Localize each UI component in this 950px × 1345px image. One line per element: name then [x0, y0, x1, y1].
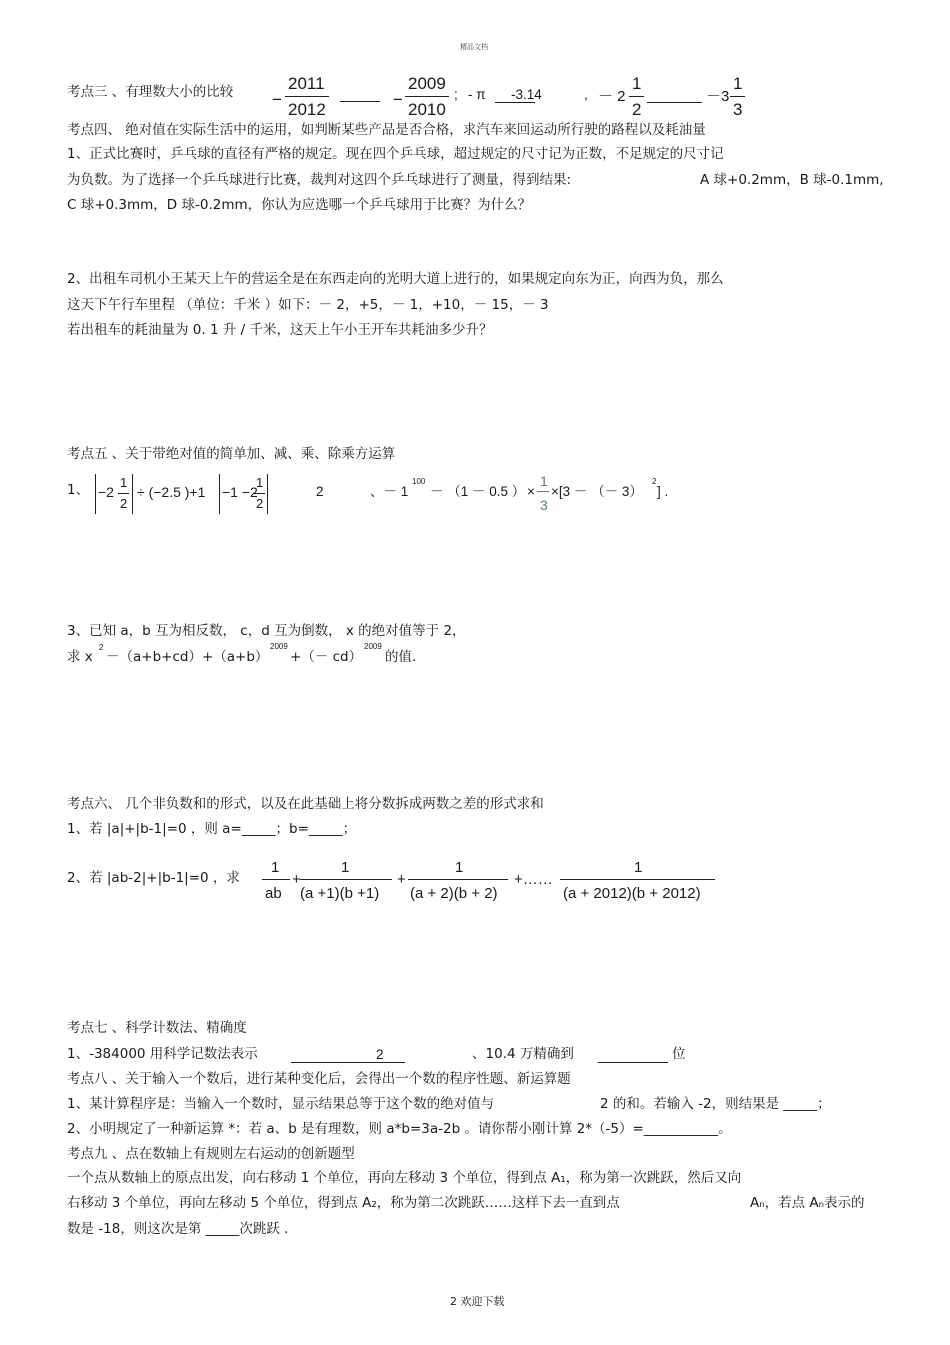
sum-term3-num: 1 — [455, 859, 464, 876]
s5-q3-line2-b: －（a+b+cd）+（a+b） — [106, 649, 269, 665]
sum-term2-den: (a +1)(b +1) — [300, 885, 380, 902]
expr2-exponent-2: 2 — [652, 477, 657, 486]
s9-line2-a: 右移动 3 个单位，再向左移动 5 个单位，得到点 A₂，称为第二次跳跃……这样下去一直到点 — [67, 1195, 620, 1211]
minus-sign: − — [272, 90, 282, 109]
expr-label-2: 2 — [316, 484, 324, 499]
s4-q2-line3: 若出租车的耗油量为 0. 1 升 / 千米，这天上午小王开车共耗油多少升？ — [67, 322, 493, 338]
expr2-exponent: 100 — [412, 477, 426, 486]
s5-q3-sup3: 2009 — [364, 642, 382, 651]
mixed2-numerator: 1 — [733, 74, 743, 93]
s7-q1-b: 2 — [376, 1047, 384, 1062]
abs-bar-right-1 — [132, 474, 133, 514]
s6-q2: 2、若 |ab-2|+|b-1|=0 ，求 — [67, 870, 240, 886]
s5-q3-sup2: 2009 — [270, 642, 288, 651]
s4-q1-line3: C 球+0.3mm，D 球-0.2mm，你认为应选哪一个乒乓球用于比赛？为什么？ — [67, 197, 532, 213]
neg-3-14: -3.14 — [511, 87, 542, 102]
s5-q3-line1: 3、已知 a，b 互为相反数， c，d 互为倒数， x 的绝对值等于 2， — [67, 623, 466, 639]
s9-line3: 数是 -18，则这次是第 _____次跳跃 . — [67, 1221, 289, 1237]
frac1-denominator: 2012 — [288, 100, 326, 119]
precision-blank[interactable] — [598, 1062, 668, 1063]
sum-term1-den: ab — [265, 885, 282, 902]
s4-q1-line2-results: A 球+0.2mm，B 球-0.1mm, — [700, 172, 884, 188]
expr-neg2: −2 — [98, 484, 114, 500]
sum-term2-num: 1 — [341, 859, 350, 876]
sum-term2-bar — [300, 879, 392, 880]
s4-q1-line2: 为负数。为了选择一个乒乓球进行比赛，裁判对这四个乒乓球进行了测量，得到结果: — [67, 172, 572, 188]
s7-q1-c: 、10.4 万精确到 — [472, 1046, 574, 1062]
sum-term3-bar — [408, 879, 508, 880]
expr-frac1-den: 2 — [120, 496, 128, 511]
s5-q3-line2-d: 的值. — [385, 649, 417, 665]
sum-term4-bar — [560, 879, 715, 880]
expr2-part-c: ×[3 － （－ 3） — [551, 484, 643, 499]
section-9-title: 考点九 、点在数轴上有规则左右运动的创新题型 — [67, 1146, 355, 1162]
frac2-bar — [405, 96, 449, 97]
sum-ellipsis: +…… — [514, 871, 553, 888]
sum-plus-2: + — [397, 871, 406, 888]
sum-term1-bar — [262, 879, 290, 880]
semicolon: ; — [454, 87, 458, 102]
compare-blank-1[interactable] — [340, 101, 380, 102]
mixed2-bar — [730, 96, 745, 97]
expr-frac2-den: 2 — [256, 496, 264, 511]
page-footer: 2 欢迎下载 — [450, 1295, 505, 1308]
s7-q1-d: 位 — [672, 1046, 686, 1062]
section-8-title: 考点八 、关于输入一个数后，进行某种变化后，会得出一个数的程序性题、新运算题 — [67, 1071, 571, 1087]
s5-q3-sup1: 2 — [99, 643, 104, 652]
s6-q1: 1、若 |a|+|b-1|=0 ，则 a=_____；b=_____； — [67, 821, 357, 837]
abs-bar-left-1 — [95, 474, 96, 514]
s4-q1-line1: 1、正式比赛时，乒乓球的直径有严格的规定。现在四个乒乓球，超过规定的尺寸记为正数，不足规定的尺寸记 — [67, 146, 724, 162]
s8-q1-a: 1、某计算程序是：当输入一个数时，显示结果总等于这个数的绝对值与 — [67, 1096, 495, 1112]
s4-q2-line1: 2、出租车司机小王某天上午的营运全是在东西走向的光明大道上进行的，如果规定向东为正，向西为负，那么 — [67, 271, 724, 287]
expr2-part-d: ] . — [657, 484, 669, 499]
mixed1-whole: － 2 — [598, 88, 626, 105]
frac2-denominator: 2010 — [408, 100, 446, 119]
abs-bar-left-2 — [219, 474, 220, 514]
compare-blank-3[interactable] — [647, 102, 702, 103]
sum-term3-den: (a + 2)(b + 2) — [410, 885, 498, 902]
page-header: 精品文档 — [460, 43, 488, 51]
minus-sign: − — [393, 90, 403, 109]
expr-frac1-bar — [118, 493, 129, 494]
mixed1-denominator: 2 — [632, 100, 642, 119]
expr2-part-b: － （1 － 0.5 ） — [430, 484, 526, 499]
frac1-numerator: 2011 — [288, 74, 325, 93]
mixed2-whole: －3 — [706, 88, 730, 105]
section-4-title: 考点四、 绝对值在实际生活中的运用，如判断某些产品是否合格，求汽车来回运动所行驶的路程以及耗油量 — [67, 122, 706, 138]
section-3-title: 考点三 、有理数大小的比较 — [67, 84, 234, 100]
s9-line2-b: Aₙ，若点 Aₙ表示的 — [750, 1195, 865, 1211]
s8-q2: 2、小明规定了一种新运算 *：若 a、b 是有理数，则 a*b=3a-2b 。请你帮小刚计算 2*（-5）=___________。 — [67, 1121, 732, 1137]
comma: , — [584, 87, 588, 102]
s5-q1-label: 1、 — [67, 482, 90, 498]
s5-q3-line2-a: 求 x — [67, 649, 93, 665]
frac1-bar — [285, 96, 329, 97]
sum-plus-1: + — [292, 871, 301, 888]
abs-bar-right-2 — [267, 474, 268, 514]
sum-term1-num: 1 — [271, 859, 280, 876]
expr-frac1-num: 1 — [120, 475, 128, 490]
third-numerator: 1 — [540, 473, 548, 489]
s4-q2-line2: 这天下午行车里程 （单位：千米 ）如下：－ 2，+5，－ 1，+10，－ 15，－ 3 — [67, 297, 549, 313]
frac2-numerator: 2009 — [408, 74, 446, 93]
expr-divide-part: ÷ (−2.5 )+1 — [137, 484, 206, 500]
section-6-title: 考点六、 几个非负数和的形式，以及在此基础上将分数拆成两数之差的形式求和 — [67, 796, 544, 812]
section-7-title: 考点七 、科学计数法、精确度 — [67, 1020, 247, 1036]
mixed1-bar — [629, 96, 644, 97]
s7-q1-a: 1、-384000 用科学记数法表示 — [67, 1046, 258, 1062]
s5-q3-line2-c: +（－ cd） — [290, 649, 363, 665]
compare-blank-2[interactable] — [495, 102, 535, 103]
sum-term4-num: 1 — [634, 859, 643, 876]
expr-frac2-num: 1 — [256, 475, 264, 490]
sum-term4-den: (a + 2012)(b + 2012) — [563, 885, 701, 902]
expr2-times: × — [527, 484, 535, 499]
expr-minus-part: −1 −2 — [222, 484, 258, 500]
mixed2-denominator: 3 — [733, 100, 743, 119]
s8-q1-b: 2 的和。若输入 -2，则结果是 _____； — [600, 1096, 831, 1112]
sci-notation-blank[interactable] — [291, 1062, 405, 1063]
expr-frac2-bar — [254, 493, 265, 494]
s9-line1: 一个点从数轴上的原点出发，向右移动 1 个单位，再向左移动 3 个单位，得到点 A₁，称为第一次跳跃，然后又向 — [67, 1170, 742, 1186]
third-denominator: 3 — [540, 497, 548, 513]
mixed1-numerator: 1 — [632, 74, 642, 93]
neg-pi: - π — [468, 87, 486, 102]
expr2-part-a: 、－ 1 — [370, 484, 409, 499]
third-bar — [537, 491, 549, 492]
section-5-title: 考点五 、关于带绝对值的简单加、减、乘、除乘方运算 — [67, 446, 396, 462]
